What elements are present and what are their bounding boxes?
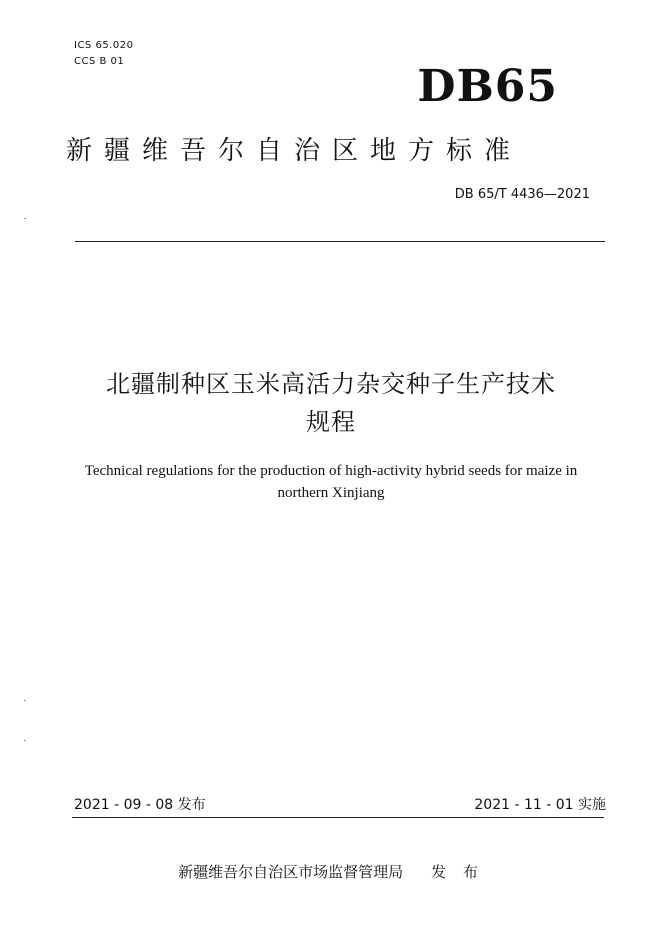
issuer-name: 新疆维吾尔自治区市场监督管理局 <box>178 863 404 881</box>
standard-number: DB 65/T 4436—2021 <box>454 187 590 202</box>
classification-codes <box>74 38 133 70</box>
db65-logo: DB65 <box>417 61 558 112</box>
header-divider <box>75 241 605 242</box>
document-title-en <box>60 460 602 504</box>
scan-speck <box>24 740 26 741</box>
issuing-authority <box>0 861 662 883</box>
title-en-line-2: northern Xinjiang <box>277 485 385 501</box>
issue-date: 2021 - 09 - 08 发布 <box>74 797 206 813</box>
scan-speck <box>24 700 26 701</box>
title-en-line-1: Technical regulations for the production of high-activity hybrid seeds for maize in <box>84 463 578 479</box>
ccs-code: CCS B 01 <box>74 56 125 67</box>
document-title-zh <box>40 365 622 441</box>
standard-type-heading: 新疆维吾尔自治区地方标准 <box>66 136 523 166</box>
title-zh-line-2: 规程 <box>306 408 356 436</box>
footer-divider <box>72 817 604 818</box>
scan-speck <box>24 218 26 219</box>
title-zh-line-1: 北疆制种区玉米高活力杂交种子生产技术 <box>106 370 556 398</box>
implementation-date: 2021 - 11 - 01 实施 <box>474 797 606 813</box>
issuer-action: 发 布 <box>431 863 484 881</box>
ics-code: ICS 65.020 <box>74 40 134 51</box>
